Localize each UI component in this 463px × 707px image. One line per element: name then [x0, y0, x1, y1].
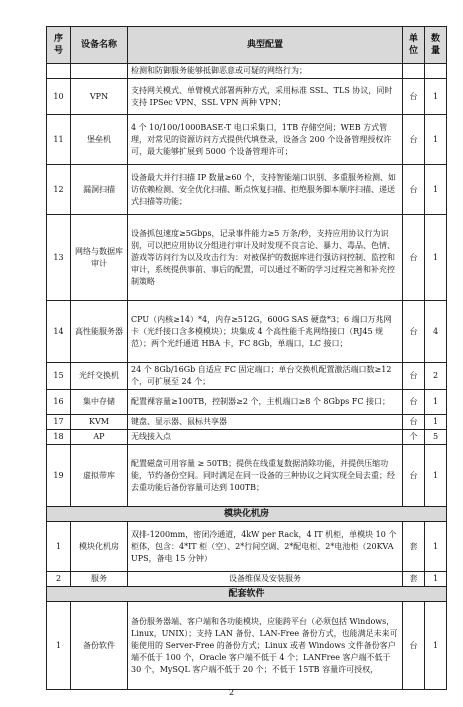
row-no: 19	[47, 445, 71, 507]
row-unit: 台	[403, 363, 425, 390]
row-qty: 1	[425, 445, 447, 507]
page-number: 2	[228, 688, 235, 697]
row-qty: 1	[425, 415, 447, 430]
row-name: 虚拟带库	[71, 445, 128, 507]
section-title: 模块化机房	[47, 507, 447, 522]
row-spec: 配置裸容量≥100TB，控制器≥2 个，主机端口≥8 个 8Gbps FC 接口；	[128, 390, 403, 415]
row-qty: 1	[425, 165, 447, 215]
table-row	[47, 602, 447, 690]
header-name: 设备名称	[71, 27, 128, 64]
header-no: 序号	[47, 27, 71, 64]
table-row	[47, 165, 447, 215]
row-spec: 双排-1200mm，密闭冷通道，4kW per Rack，4 IT 机柜，单模块 10 个柜体，包含：4*IT 柜（空）、2*行间空调、2*配电柜、2*电池柜（20KVA UPS，备电 15 分钟）	[128, 522, 403, 572]
row-no: 1	[47, 522, 71, 572]
table-row	[47, 390, 447, 415]
row-spec: 设备抓包速度≥5Gbps，记录事件能力≥5 万条/秒，支持应用协议行为识别，可以把应用协议分组进行审计及时发现不良言论、暴力、毒品、色情、游戏等访问行为以及攻击行为：对被保护的数据库进行强访问控制、监控和审计，系统提供事前、事后的配置，可以通过不断的学习过程完善和补充控制策略	[128, 215, 403, 301]
row-qty: 1	[425, 115, 447, 165]
table-row	[47, 363, 447, 390]
row-unit: 台	[403, 115, 425, 165]
row-no: 13	[47, 215, 71, 301]
row-spec: 24 个 8Gb/16Gb 自适应 FC 固定端口；单台交换机配置激活端口数≥12 个，可扩展至 24 个；	[128, 363, 403, 390]
section-title: 配套软件	[47, 587, 447, 602]
header-spec: 典型配置	[128, 27, 403, 64]
header-qty: 数量	[425, 27, 447, 64]
row-name: VPN	[71, 79, 128, 115]
row-name: 备份软件	[71, 602, 128, 690]
table-row	[47, 215, 447, 301]
table-row	[47, 445, 447, 507]
row-no: 1	[47, 602, 71, 690]
row-qty: 1	[425, 522, 447, 572]
row-name: 漏洞扫描	[71, 165, 128, 215]
row-name: 光纤交换机	[71, 363, 128, 390]
table-row	[47, 301, 447, 363]
header-row	[47, 27, 447, 64]
row-spec: 检测和防御服务能够抵御恶意或可疑的网络行为；	[128, 64, 403, 79]
row-name: 集中存储	[71, 390, 128, 415]
row-unit: 台	[403, 602, 425, 690]
row-unit: 台	[403, 165, 425, 215]
row-qty: 1	[425, 602, 447, 690]
row-name: 高性能服务器	[71, 301, 128, 363]
row-name: 网络与数据库审计	[71, 215, 128, 301]
row-no: 10	[47, 79, 71, 115]
row-unit: 台	[403, 390, 425, 415]
row-no	[47, 64, 71, 79]
row-spec: CPU（内核≥14）*4，内存≥512G，600G SAS 硬盘*3；6 端口万兆网卡（光纤接口含多模模块）；块集成 4 个高性能千兆网络接口（RJ45 规范）；两个光纤通道 HBA 卡，FC 8Gb，单端口，LC 接口；	[128, 301, 403, 363]
row-no: 2	[47, 572, 71, 587]
row-unit	[403, 64, 425, 79]
table-row	[47, 522, 447, 572]
row-spec: 支持网关模式、单臂模式部署两种方式，采用标准 SSL、TLS 协议，同时支持 IPSec VPN、SSL VPN 两种 VPN；	[128, 79, 403, 115]
row-qty: 1	[425, 215, 447, 301]
row-no: 12	[47, 165, 71, 215]
row-spec: 无线接入点	[128, 430, 403, 445]
row-spec: 配置磁盘可用容量 ≥ 50TB；提供在线重复数据消除功能，并提供压缩功能，节约备份空间。同时满足在同一设备的三种协议之间实现全局去重；经去重功能后备份容量可达到 100TB；	[128, 445, 403, 507]
row-no: 17	[47, 415, 71, 430]
row-no: 14	[47, 301, 71, 363]
table-row	[47, 115, 447, 165]
row-qty: 1	[425, 572, 447, 587]
section-row-software	[47, 587, 447, 602]
row-unit: 台	[403, 445, 425, 507]
row-spec: 4 个 10/100/1000BASE-T 电口采集口，1TB 存储空间；WEB 方式管理，对常见的资源访问方式提供代填登录，设备含 200 个设备管理授权许可，最大能够扩展到 5000 个设备管理许可；	[128, 115, 403, 165]
row-spec: 设备最大并行扫描 IP 数量≥60 个，支持智能端口识别、多重服务检测、如访依赖检测、安全优化扫描、断点恢复扫描、拒绝服务脚本顺序扫描、递送式扫描等功能；	[128, 165, 403, 215]
row-name: 模块化机房	[71, 522, 128, 572]
row-qty: 4	[425, 301, 447, 363]
row-qty	[425, 64, 447, 79]
row-no: 15	[47, 363, 71, 390]
row-name: AP	[71, 430, 128, 445]
header-unit: 单位	[403, 27, 425, 64]
row-unit: 个	[403, 430, 425, 445]
row-name: 堡垒机	[71, 115, 128, 165]
row-unit: 套	[403, 572, 425, 587]
row-no: 16	[47, 390, 71, 415]
row-qty: 1	[425, 79, 447, 115]
row-unit: 台	[403, 215, 425, 301]
row-name: KVM	[71, 415, 128, 430]
spec-table	[46, 26, 447, 690]
row-unit: 台	[403, 79, 425, 115]
row-unit: 台	[403, 415, 425, 430]
row-spec: 键盘、显示器、鼠标共享器	[128, 415, 403, 430]
table-row	[47, 415, 447, 430]
row-unit: 台	[403, 301, 425, 363]
row-name	[71, 64, 128, 79]
row-name: 服务	[71, 572, 128, 587]
table-row	[47, 64, 447, 79]
table-row	[47, 572, 447, 587]
table-row	[47, 79, 447, 115]
table-row	[47, 430, 447, 445]
row-no: 18	[47, 430, 71, 445]
row-qty: 1	[425, 390, 447, 415]
row-qty: 2	[425, 363, 447, 390]
section-row-module	[47, 507, 447, 522]
row-qty: 5	[425, 430, 447, 445]
row-no: 11	[47, 115, 71, 165]
row-spec: 设备维保及安装服务	[128, 572, 403, 587]
row-unit: 套	[403, 522, 425, 572]
row-spec: 备份服务器端、客户端和各功能模块，应能跨平台（必须包括 Windows，Linux，UNIX）；支持 LAN 备份、LAN-Free 备份方式，也能满足未来可能使用的 Server-Free 的备份方式；Linux 或者 Windows 文件备份客户端不低于 100 个，Oracle 客户端不低于 4 个；LANFree 客户端不低于 30 个，MySQL 客户端不低于 20 个；不低于 15TB 容量许可授权，	[128, 602, 403, 690]
